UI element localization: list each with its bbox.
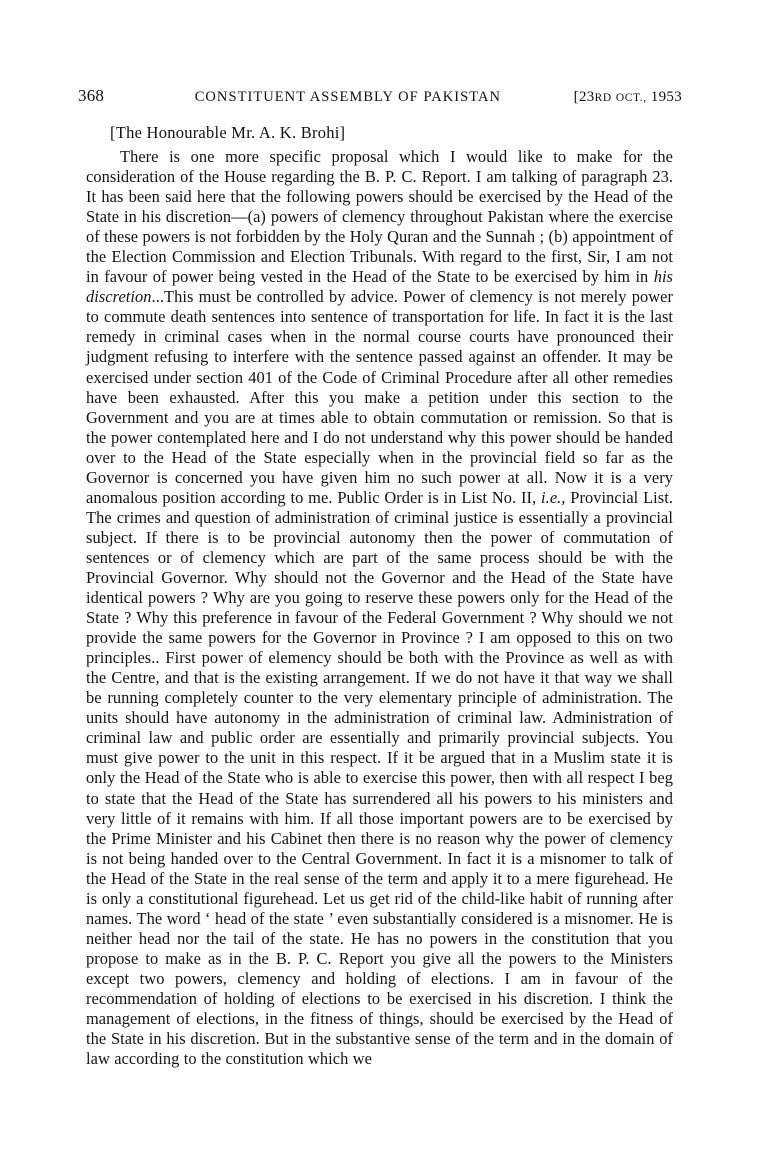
speech-segment-1: There is one more specific proposal which I would like to make for the consideration of the House regarding the B. P. C. Report. I am talking of paragraph 23. It has been said here that the following powers should be exercised by the Head of the State in his discretion—(a) powers of clemency throughout Pakistan where the exercise of these powers is not forbidden by the Holy Quran and the Sunnah ; (b) appointment of the Election Commission and Election Tribunals. With regard to the first, Sir, I am not in favour of power being vested in the Head of the State to be exercised by him in	[86, 147, 673, 287]
speaker-attribution: [The Honourable Mr. A. K. Brohi]	[110, 123, 346, 142]
date-month: OCT.,	[615, 92, 647, 104]
date-year: 1953	[650, 89, 682, 105]
italic-phrase-his-discretion: his discretion	[86, 267, 673, 307]
page-number: 368	[78, 86, 105, 105]
running-header	[78, 86, 682, 110]
date-day: 23	[578, 89, 595, 105]
speech-segment-2: ...This must be controlled by advice. Power of clemency is not merely power to commute death sentences into sentence of transportation for life. In fact it is the last remedy in criminal cases when in the normal course courts have pronounced their judgment refusing to interfere with the sentence passed against an offender. It may be exercised under section 401 of the Code of Criminal Procedure after all other remedies have been exhausted. After this you make a petition under this section to the Government and you are at times able to obtain commutation or remission. So that is the power contemplated here and I do not understand why this power should be handed over to the Head of the State especially when in the provincial field so far as the Governor is concerned you have given him no such power at all. Now it is a very anomalous position according to me. Public Order is in List No. II,	[86, 287, 673, 507]
italic-phrase-ie: i.e.,	[541, 487, 566, 507]
assembly-title: CONSTITUENT ASSEMBLY OF PAKISTAN	[194, 89, 502, 105]
date-day-suffix: RD	[594, 92, 612, 104]
speech-paragraph	[86, 147, 673, 1069]
body-column	[86, 147, 673, 1069]
speech-segment-3: Provincial List. The crimes and question of administration of criminal justice is essentially a provincial subject. If there is to be provincial autonomy then the power of commutation of sentences or of clemency which are part of the same process should be with the Provincial Governor. Why should not the Governor and the Head of the State have identical powers ? Why are you going to reserve these powers only for the Head of the State ? Why this preference in favour of the Federal Government ? Why should we not provide the same powers for the Governor in Province ? I am opposed to this on two principles.. First power of elemency should be both with the Province as well as with the Centre, and that is the existing arrangement. If we do not have it that way we shall be running completely counter to the very elementary principle of administration. The units should have autonomy in the administration of criminal law. Administration of criminal law and public order are essentially and primarily provincial subjects. You must give power to the unit in this respect. If it be argued that in a Muslim state it is only the Head of the State who is able to exercise this power, then with all respect I beg to state that the Head of the State has surrendered all his powers to his ministers and very little of it remains with him. If all those important powers are to be exercised by the Prime Minister and his Cabinet then there is no reason why the power of clemency is not being handed over to the Central Government. In fact it is a misnomer to talk of the Head of the State in the real sense of the term and apply it to a mere figurehead. He is only a constitutional figurehead. Let us get rid of the child-like habit of running after names. The word ‘ head of the state ’ even substantially considered is a misnomer. He is neither head nor the tail of the state. He has no powers in the constitution that you propose to make as in the B. P. C. Report you give all the powers to the Ministers except two powers, clemency and holding of elections. I am in favour of the recommendation of holding of elections to be exercised in his discretion. I think the management of elections, in the fitness of things, should be exercised by the Head of the State in his discretion. But in the substantive sense of the term and in the domain of law according to the constitution which we	[86, 487, 673, 1069]
date-bracket: [	[573, 89, 579, 105]
sitting-date	[574, 89, 682, 106]
